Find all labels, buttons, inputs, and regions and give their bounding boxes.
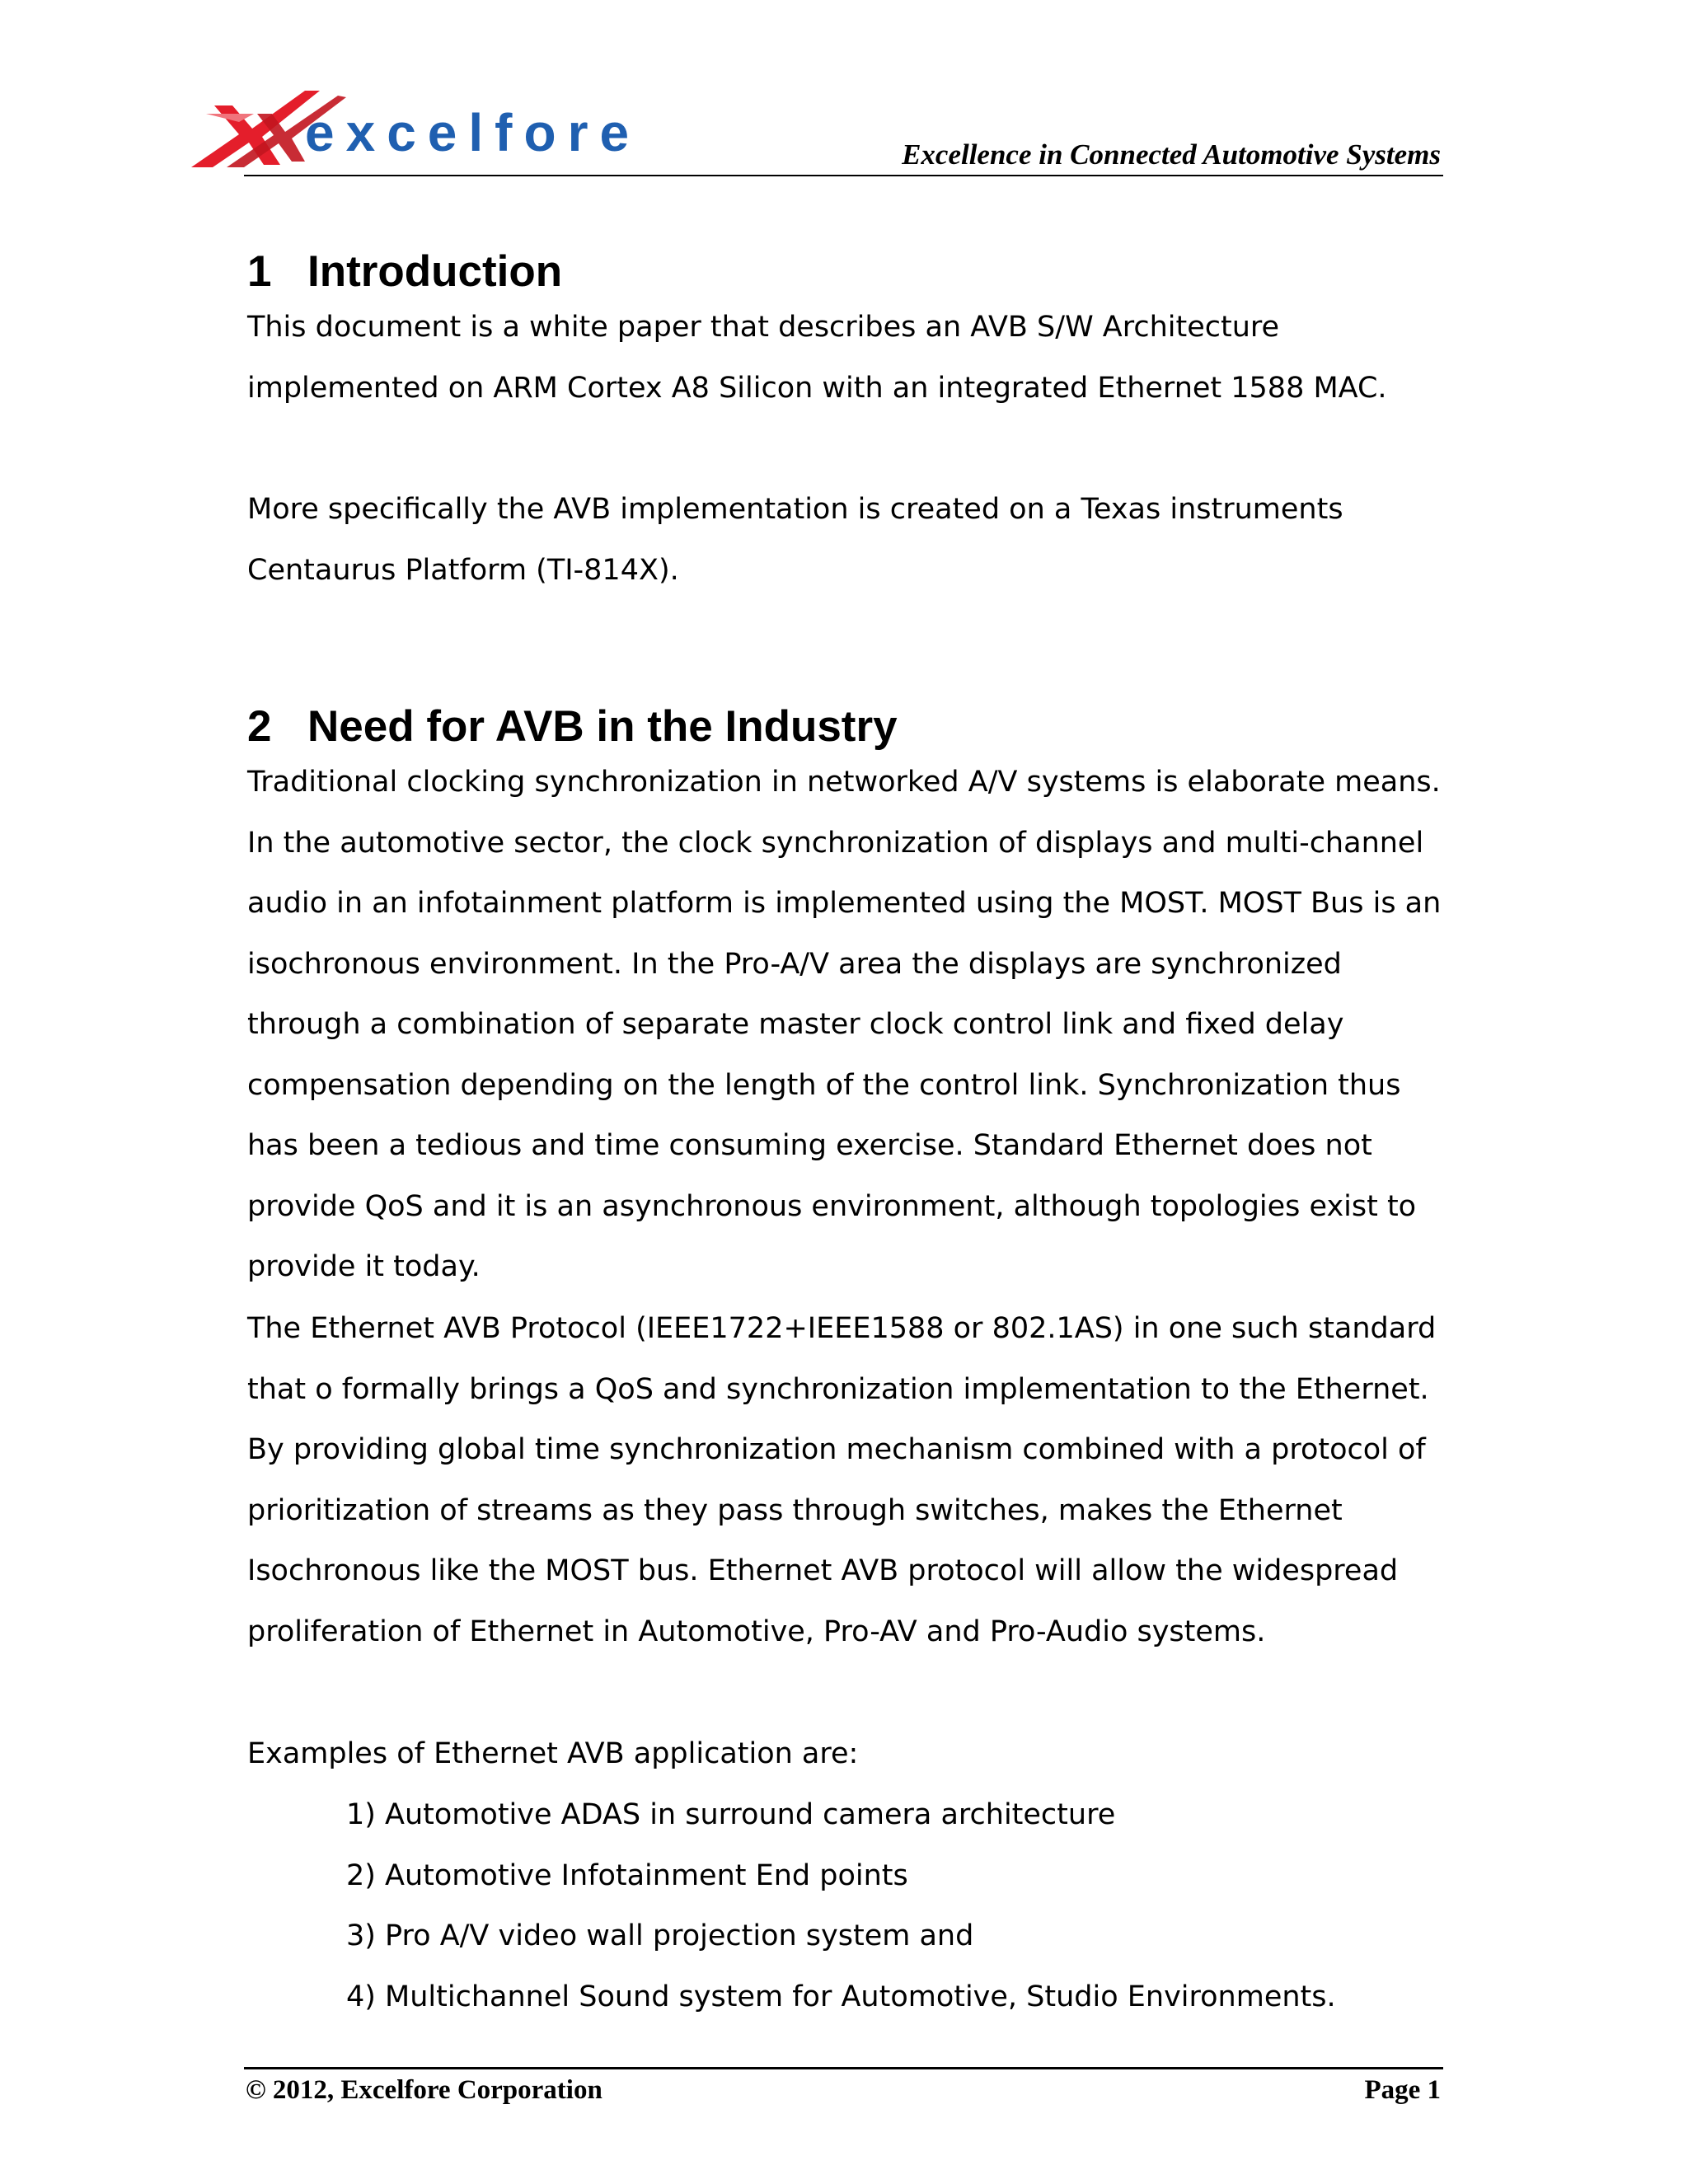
section-2-heading bbox=[247, 701, 898, 752]
section-title: Need for AVB in the Industry bbox=[307, 702, 898, 751]
list-item: 3) Pro A/V video wall projection system and bbox=[346, 1919, 974, 1952]
application-examples-list bbox=[346, 1785, 1451, 2027]
paragraph: Traditional clocking synchronization in networked A/V systems is elaborate means. In the automotive sector, the clock synchronization of displays and multi-channel audio in an infotainment platform is implemented using the MOST. MOST Bus is an isochronous environment. In the Pro-A/V area the displays are synchronized through a combination of separate master clock control link and fixed delay compensation depending on the length of the control link. Synchronization thus has been a tedious and time consuming exercise. Standard Ethernet does not provide QoS and it is an asynchronous environment, although topologies exist to provide it today. bbox=[247, 766, 1442, 1283]
paragraph: This document is a white paper that describes an AVB S/W Architecture implemented on ARM Cortex A8 Silicon with an integrated Ethernet 1588 MAC. bbox=[247, 311, 1387, 405]
list-item: 1) Automotive ADAS in surround camera architecture bbox=[346, 1798, 1116, 1831]
section-number: 1 bbox=[247, 247, 272, 296]
footer-divider bbox=[244, 2067, 1443, 2069]
header-divider bbox=[244, 175, 1443, 176]
list-item: 4) Multichannel Sound system for Automotive, Studio Environments. bbox=[346, 1980, 1336, 2013]
footer-copyright: © 2012, Excelfore Corporation bbox=[246, 2075, 603, 2105]
paragraph: The Ethernet AVB Protocol (IEEE1722+IEEE1588 or 802.1AS) in one such standard that o formally brings a QoS and synchronization implementation to the Ethernet. By providing global time synchronization mechanism combined with a protocol of prioritization of streams as they pass through switches, makes the Ethernet Isochronous like the MOST bus. Ethernet AVB protocol will allow the widespread proliferation of Ethernet in Automotive, Pro-AV and Pro-Audio systems. bbox=[247, 1312, 1437, 1648]
list-item: 2) Automotive Infotainment End points bbox=[346, 1858, 908, 1892]
paragraph: Examples of Ethernet AVB application are: bbox=[247, 1737, 859, 1770]
excelfore-logo bbox=[181, 89, 676, 176]
logo-wordmark: excelfore bbox=[305, 103, 641, 162]
section-title: Introduction bbox=[307, 247, 563, 296]
section-number: 2 bbox=[247, 702, 272, 751]
header-tagline: Excellence in Connected Automotive Systems bbox=[902, 138, 1441, 171]
paragraph: More specifically the AVB implementation is created on a Texas instruments Centaurus Platform (TI-814X). bbox=[247, 493, 1343, 587]
page-number: Page 1 bbox=[1364, 2075, 1441, 2105]
section-1-heading bbox=[247, 246, 562, 297]
